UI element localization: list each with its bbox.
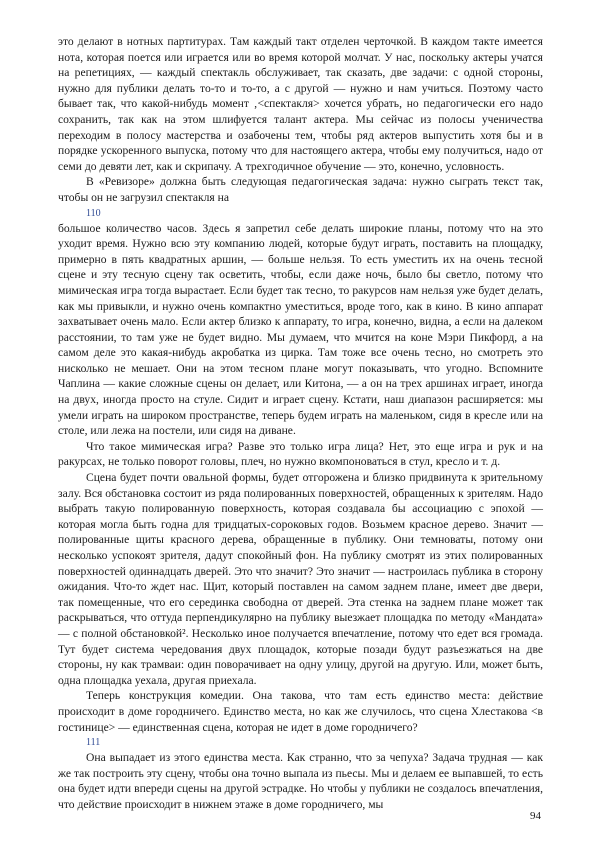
paragraph: Она выпадает из этого единства места. Как странно, что за чепуха? Задача трудная — как же так построить эту сцену, чтобы она точно выпала из пьесы. Мы и делаем ее выпавшей, то есть она будет идти впереди сцены на другой эстрадке. Но чтобы у публики не создалось впечатления, что действие происходит в нижнем этаже в доме городничего, мы <box>58 751 543 811</box>
paragraph: В «Ревизоре» должна быть следующая педагогическая задача: нужно сыграть текст так, чтобы он не загрузил спектакля на <box>58 175 543 204</box>
page-reference: 111 <box>86 737 101 749</box>
paragraph: Что такое мимическая игра? Разве это только игра лица? Нет, это еще игра и рук и на ракурсах, не только поворот головы, плеч, но нужно вкомпоноваться в стул, кресло и т. д. <box>58 439 543 469</box>
page-number: 94 <box>530 810 541 822</box>
body-text <box>58 34 543 813</box>
paragraph: Сцена будет почти овальной формы, будет отгорожена и близко придвинута к зрительному залу. Вся обстановка состоит из ряда полированных поверхностей, обращенных к зрителям. Надо выбрать такую полированную поверхность, которая создавала бы ассоциацию с эпохой — которая могла быть годна для тридцатых-сороковых годов. Возьмем красное дерево. Значит — полированные щиты красного дерева, обращенные в публику. Они темноваты, потому они несколько успокоят зрителя, дадут спокойный фон. На публику смотрят из этих полированных поверхностей одиннадцать дверей. Это что значит? Это значит — настроилась публика в сторону ожидания. Что-то ждет нас. Щит, который поставлен на самом заднем плане, имеет две двери, так помещенные, что его серединка свободна от дверей. Эта стенка на заднем плане может так раскрываться, что оттуда перпендикулярно на публику выезжает площадка по методу «Мандата» — с полной обстановкой². Несколько иное получается впечатление, потому что едет вся громада. Тут будет система чередования двух площадок, которые позади будут разъезжаться на две стороны, ну как трамваи: один поворачивает на одну улицу, другой на другую. Или, может быть, одна площадка уехала, другая приехала. <box>58 471 543 687</box>
page-reference: 110 <box>86 207 101 219</box>
paragraph: большое количество часов. Здесь я запретил себе делать широкие планы, потому что на это уходит время. Нужно всю эту компанию людей, которые будут играть, поставить на площадку, примерно в пять квадратных аршин, — больше нельзя. То есть уместить их на очень тесной сцене и эту тесную сцену так осветить, чтобы, если даже ночь, было бы светло, потому что мимическая игра тогда вырастает. Если будет так тесно, то ракурсов нам нельзя уже будет делать, как мы привыкли, и нужно очень компактно уместиться, вроде того, как в кино. В кино аппарат захватывает очень мало. Если актер близко к аппарату, то игра, конечно, видна, а если на далеком расстоянии, то там уже не будет видно. Мы думаем, что мчится на коне Мэри Пикфорд, а на самом деле это какая-нибудь акробатка из цирка. Там тоже все очень тесно, но смотреть это нисколько не мешает. Они на этом тесном плане могут показывать, что угодно. Вспомните Чаплина — какие сложные сцены он делает, или Китона, — а он на трех аршинах играет, иногда на двух, иногда просто на стуле. Сидит и играет сцену. Кстати, наш диапазон расширяется: мы умели играть на широком пространстве, теперь будем играть на маленьком, сидя в кресле или на столе, или лежа на постели, или сидя на диване. <box>58 221 543 438</box>
paragraph: это делают в нотных партитурах. Там каждый такт отделен черточкой. В каждом такте имеется нота, которая поется или играется или во время которой молчат. У нас, поскольку актеры учатся на репетициях, — каждый спектакль обслуживает, так сказать, две задачи: с одной стороны, нужно для публики делать то-то и то-то, а с другой — нужно и нам учиться. Поэтому часто бывает так, что какой-нибудь момент ‚<спектакля> хочется убрать, но педагогически его надо сохранить, так как на этом шлифуется талант актера. Мы сейчас из полосы ученичества переходим в полосу мастерства и озабочены тем, чтобы ряд актеров выпустить хотя бы и в порядке ускоренного выпуска, потому что для настоящего актера, чтобы ему получиться, надо от семи до девяти лет, как и скрипачу. А трехгодичное обучение — это, конечно, условность. <box>58 35 543 173</box>
paragraph: Теперь конструкция комедии. Она такова, что там есть единство места: действие происходит в доме городничего. Единство места, но как же случилось, что сцена Хлестакова <в гостинице> — единственная сцена, которая не идет в доме городничего? <box>58 689 543 734</box>
